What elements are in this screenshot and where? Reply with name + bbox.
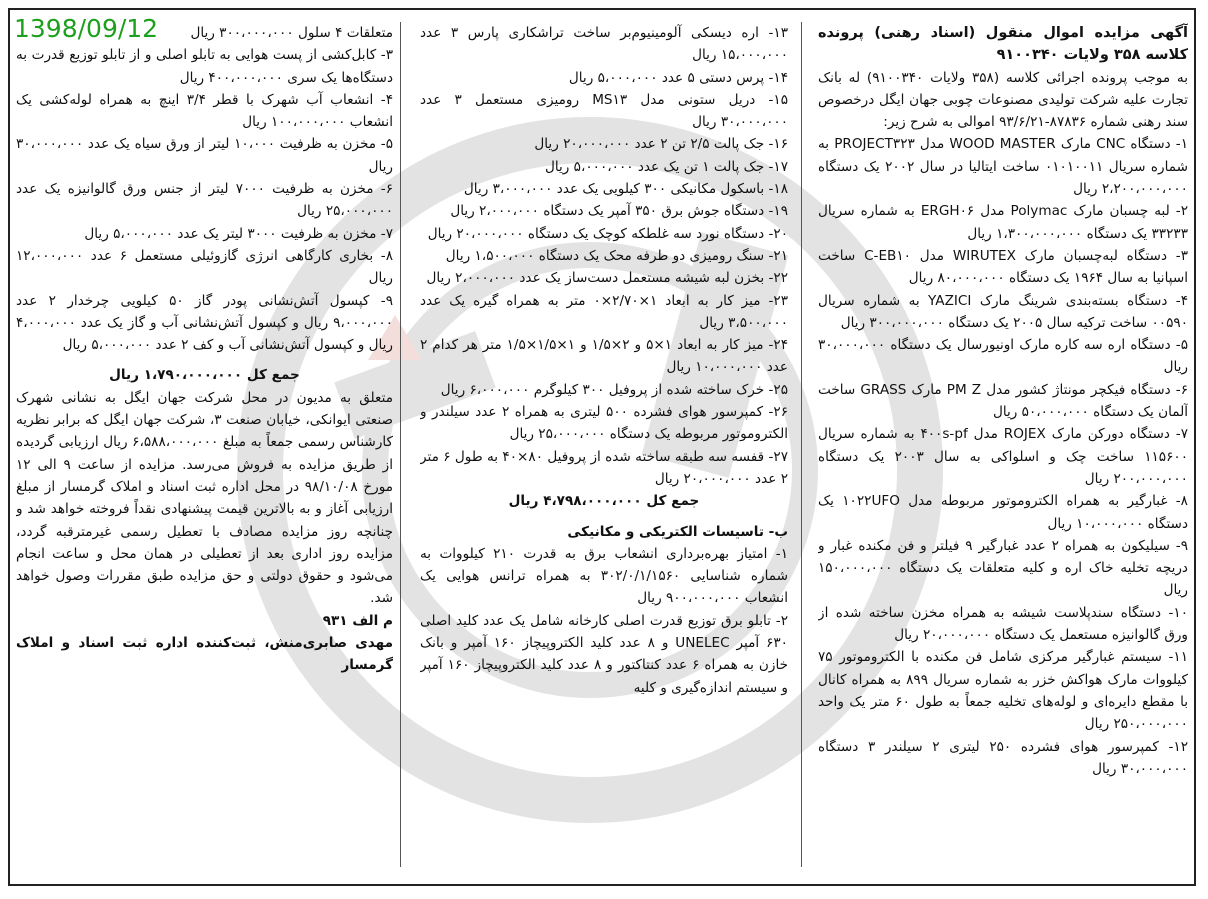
list-item: ۴- دستگاه بسته‌بندی شرینگ مارک YAZICI به شماره سریال ۰۰۵۹۰ ساخت ترکیه سال ۲۰۰۵ یک دستگاه ۳۰۰،۰۰۰،۰۰۰ ریال [818,292,1188,331]
list-item: ۲۶- کمپرسور هوای فشرده ۵۰۰ لیتری به همراه ۲ عدد سیلندر و الکتروموتور مربوطه یک دستگاه ۲۵،۰۰۰،۰۰۰ ریال [420,404,788,443]
list-item: ۱۹- دستگاه جوش برق ۳۵۰ آمپر یک دستگاه ۲،۰۰۰،۰۰۰ ریال [450,203,788,220]
list-item: ۲۳- میز کار به ابعاد ۱×۲/۷۰×۰ متر به همراه گیره یک عدد ۳،۵۰۰،۰۰۰ ریال [420,292,788,331]
notice-intro: به موجب پرونده اجرائی کلاسه (۳۵۸ ولایات ۹۱۰۰۳۴۰) له بانک تجارت علیه شرکت تولیدی مصنوعات چوبی جهان ایگل درخصوص سند رهنی شماره ۸۷۸۳۶-۹۳/۶/۲۱ اموالی به شرح زیر: [818,69,1188,131]
list-item: ۲- تابلو برق توزیع قدرت اصلی کارخانه شامل یک عدد کلید اصلی ۶۳۰ آمپر UNELEC و ۸ عدد کلید الکتروپیچاز ۱۶۰ آمپر و بانک خازن به همراه ۶ عدد کنتاکتور و ۸ عدد کلید الکتروپیچاز ۱۶۰ آمپر و سیستم اندازه‌گیری و کلیه [420,612,788,696]
list-item: ۲۵- خرک ساخته شده از پروفیل ۳۰۰ کیلوگرم ۶،۰۰۰،۰۰۰ ریال [440,381,788,398]
list-item: ۹- سیلیکون به همراه ۲ عدد غبارگیر ۹ فیلتر و فن مکنده غبار و دریچه تخلیه خاک اره و کلیه متعلقات یک دستگاه ۱۵۰،۰۰۰،۰۰۰ ریال [818,537,1188,599]
list-item: ۶- دستگاه فیکچر مونتاژ کشور مدل PM Z مارک GRASS ساخت آلمان یک دستگاه ۵۰،۰۰۰،۰۰۰ ریال [818,381,1188,421]
list-item: ۱۸- باسکول مکانیکی ۳۰۰ کیلویی یک عدد ۳،۰۰۰،۰۰۰ ریال [463,181,788,198]
list-item: ۱۰- دستگاه سندپلاست شیشه به همراه مخزن ساخته شده از ورق گالوانیزه مستعمل یک دستگاه ۲۰،۰۰۰،۰۰۰ ریال [818,604,1188,644]
list-item: ۱۱- سیستم غبارگیر مرکزی شامل فن مکنده با الکتروموتور ۷۵ کیلووات مارک هواکش خزر به شماره سریال ۸۹۹ به همراه کانال با مقطع دایره‌ای و لوله‌های تخلیه جمعاً به طول ۶۰ متر یک واحد ۲۵۰،۰۰۰،۰۰۰ ریال [818,649,1188,733]
list-item: ۵- مخزن به ظرفیت ۱۰،۰۰۰ لیتر از ورق سیاه یک عدد ۳۰،۰۰۰،۰۰۰ ریال [16,136,393,175]
column-divider-right [801,22,802,867]
list-item: ۲- لبه چسبان مارک Polymac مدل ERGH۰۶ به شماره سریال ۳۳۲۳۳ یک دستگاه ۱،۳۰۰،۰۰۰،۰۰۰ ریال [818,203,1188,242]
list-item: ۲۷- قفسه سه طبقه ساخته شده از پروفیل ۸۰×۴۰ به طول ۶ متر ۲ عدد ۲۰،۰۰۰،۰۰۰ ریال [420,448,788,487]
list-item: ۱۴- پرس دستی ۵ عدد ۵،۰۰۰،۰۰۰ ریال [568,69,788,86]
list-item: ۲۲- بخزن لبه شیشه مستعمل دست‌ساز یک عدد ۲،۰۰۰،۰۰۰ ریال [426,270,788,287]
column-divider-left [400,22,401,867]
signature-code: م الف ۹۳۱ [322,612,393,629]
notice-title: آگهی مزایده اموال منقول (اسناد رهنی) پرونده کلاسه ۳۵۸ ولایات ۹۱۰۰۳۴۰ [818,25,1188,64]
list-item: ۱۲- کمپرسور هوای فشرده ۲۵۰ لیتری ۲ سیلندر ۳ دستگاه ۳۰،۰۰۰،۰۰۰ ریال [818,738,1188,777]
date-stamp: 1398/09/12 [14,14,159,43]
list-item: ۸- بخاری کارگاهی انرژی گازوئیلی مستعمل ۶ عدد ۱۲،۰۰۰،۰۰۰ ریال [16,247,393,287]
list-item: ۳- دستگاه لبه‌چسبان مارک WIRUTEX مدل C-EB۱۰ ساخت اسپانیا به سال ۱۹۶۴ یک دستگاه ۸۰،۰۰۰،۰۰۰ ریال [818,247,1188,287]
list-item: ۷- دستگاه دورکن مارک ROJEX مدل ۴۰۰s-pf به شماره سریال ۱۱۵۶۰۰ ساخت چک و اسلواکی به سال ۲۰۰۳ یک دستگاه ۲۰۰،۰۰۰،۰۰۰ ریال [818,426,1188,487]
list-item: متعلقات ۴ سلول ۳۰۰،۰۰۰،۰۰۰ ریال [190,25,393,41]
list-item: ۸- غبارگیر به همراه الکتروموتور مربوطه مدل ۱۰۲۲UFO یک دستگاه ۱۰،۰۰۰،۰۰۰ ریال [818,493,1188,532]
list-item: ۱- دستگاه CNC مارک WOOD MASTER مدل PROJECT۳۲۳ به شماره سریال ۰۱۰۱۰۰۱۱ ساخت ایتالیا در سال ۲۰۰۲ یک دستگاه ۲،۲۰۰،۰۰۰،۰۰۰ ریال [818,136,1188,198]
list-item: ۱۵- دریل ستونی مدل MS۱۳ رومیزی مستعمل ۳ عدد ۳۰،۰۰۰،۰۰۰ ریال [420,91,788,131]
column-middle [420,22,788,699]
list-item: ۵- دستگاه اره سه کاره مارک اونیورسال یک دستگاه ۳۰،۰۰۰،۰۰۰ ریال [818,337,1188,376]
list-item: ۱۳- اره دیسکی آلومینیوم‌بر ساخت تراشکاری پارس ۳ عدد ۱۵،۰۰۰،۰۰۰ ریال [420,25,788,64]
list-item: ۱۷- جک پالت ۱ تن یک عدد ۵،۰۰۰،۰۰۰ ریال [544,158,788,175]
subtotal-b: جمع کل ۱،۷۹۰،۰۰۰،۰۰۰ ریال [109,367,300,384]
list-item: ۱- امتیاز بهره‌برداری انشعاب برق به قدرت ۲۱۰ کیلووات به شماره شناسایی ۳۰۲/۰/۱/۱۵۶۰ به همراه ترانس هوایی یک انشعاب ۹۰۰،۰۰۰،۰۰۰ ریال [420,545,788,607]
list-item: ۲۱- سنگ رومیزی دو طرفه محک یک دستگاه ۱،۵۰۰،۰۰۰ ریال [445,247,788,264]
signature-name: مهدی صابری‌منش، ثبت‌کننده اداره ثبت اسناد و املاک گرمسار [16,635,393,674]
list-item: ۱۶- جک پالت ۲/۵ تن ۲ عدد ۲۰،۰۰۰،۰۰۰ ریال [534,136,788,153]
column-right [818,22,1188,780]
subtotal-a: جمع کل ۴،۷۹۸،۰۰۰،۰۰۰ ریال [508,493,700,510]
list-item: ۹- کپسول آتش‌نشانی پودر گاز ۵۰ کیلویی چرخدار ۲ عدد ۹،۰۰۰،۰۰۰ ریال و کپسول آتش‌نشانی آب و گاز یک عدد ۴،۰۰۰،۰۰۰ ریال و کپسول آتش‌نشانی آب و کف ۲ عدد ۵،۰۰۰،۰۰۰ ریال [16,292,393,354]
list-item: ۳- کابل‌کشی از پست هوایی به تابلو اصلی و از تابلو توزیع قدرت به دستگاه‌ها یک سری ۴۰۰،۰۰۰،۰۰۰ ریال [16,47,393,86]
list-item: ۷- مخزن به ظرفیت ۳۰۰۰ لیتر یک عدد ۵،۰۰۰،۰۰۰ ریال [84,225,393,242]
column-left [16,22,393,677]
notice-body: متعلق به مدیون در محل شرکت جهان ایگل به نشانی شهرک صنعتی ایوانکی، خیابان صنعت ۳، شرکت جهان ایگل که برابر نظریه کارشناس رسمی جمعاً به مبلغ ۶،۵۸۸،۰۰۰،۰۰۰ ریال ارزیابی گردیده از طریق مزایده به فروش می‌رسد. مزایده از ساعت ۹ الی ۱۲ مورخ ۹۸/۱۰/۰۸ در محل اداره ثبت اسناد و املاک گرمسار از مبلغ ارزیابی آغاز و به بالاترین قیمت پیشنهادی نقداً فروخته خواهد شد و چنانچه روز مزایده مصادف با تعطیل رسمی غیرمترقبه گردد، مزایده روز اداری بعد از تعطیلی در همان محل و ساعت انجام می‌شود و حقوق دولتی و حق مزایده طبق مقررات وصول خواهد شد. [16,389,393,607]
list-item: ۲۴- میز کار به ابعاد ۱×۵ و ۲×۱/۵ و ۱×۱/۵×۱/۵ متر هر کدام ۲ عدد ۱۰،۰۰۰،۰۰۰ ریال [420,337,788,376]
list-item: ۴- انشعاب آب شهرک با قطر ۳/۴ اینچ به همراه لوله‌کشی یک انشعاب ۱۰۰،۰۰۰،۰۰۰ ریال [16,91,393,131]
list-item: ۶- مخزن به ظرفیت ۷۰۰۰ لیتر از جنس ورق گالوانیزه یک عدد ۲۵،۰۰۰،۰۰۰ ریال [16,181,393,220]
list-item: ۲۰- دستگاه نورد سه غلطکه کوچک یک دستگاه ۲۰،۰۰۰،۰۰۰ ریال [427,225,788,242]
section-b-heading: ب- تاسیسات الکتریکی و مکانیکی [567,523,788,540]
